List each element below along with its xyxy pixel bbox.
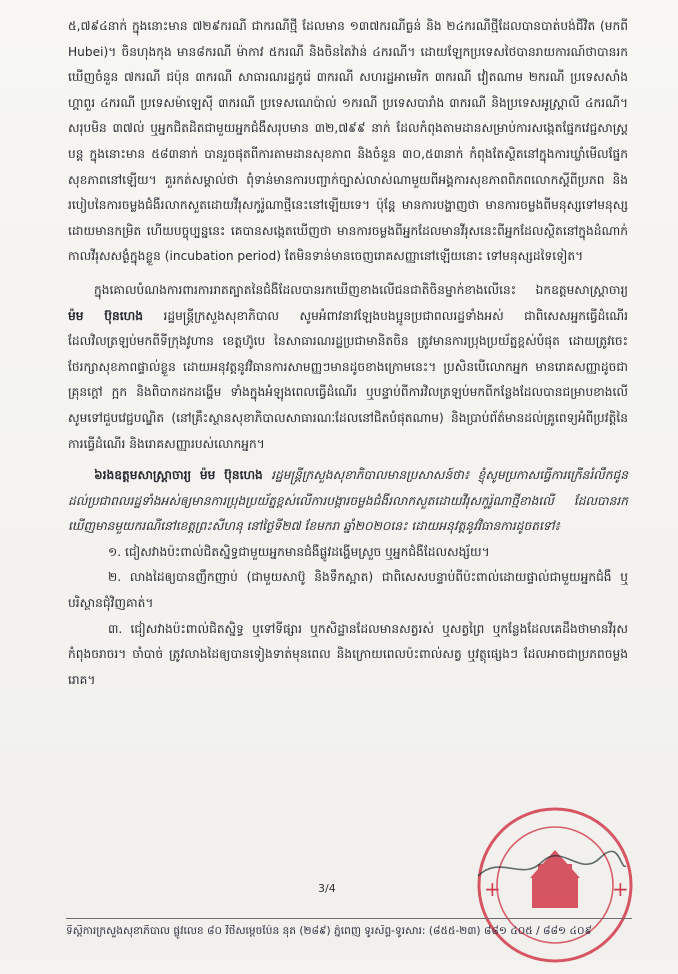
appeal-body: រដ្ឋមន្ត្រីក្រសួងសុខាភិបាល សូមអំពាវនាវឡែងបងប្អូនប្រជាពលរដ្ឋទាំងអស់ ជាពិសេសអ្នកធ្វើដំណើរដែលវិលត្រឡប់មកពីទីក្រុងវូហាន ខេត្តហ៊ូបេ នៃសាធារណរដ្ឋប្រជាមានិតចិន ត្រូវមានការប្រុងប្រយ័ត្នខ្ពស់បំផុត ដោយត្រូវចេះថែរក្សាសុខភាពផ្ទាល់ខ្លួន ដោយអនុវត្តនូវវិធានការសាមញ្ញៗមានដូចខាងក្រោមនេះ។ ប្រសិនបើលោកអ្នក មានរោគសញ្ញាដូចជា គ្រុនក្តៅ ក្អក និងពិបាកដកដង្ហើម ទាំងក្នុងអំឡុងពេលធ្វើដំណើរ ឬបន្ទាប់ពីការវិលត្រឡប់មកពីកន្លែងដែលបានជម្រាបខាងលើ សូមទៅជួបវេជ្ជបណ្ឌិត (នៅគ្រឹះស្ថានសុខាភិបាលសាធារណៈដែលនៅជិតបំផុតណាម) និងប្រាប់ព័ត៌មានដល់គ្រូពេទ្យអំពីប្រវត្តិនៃការធ្វើដំណើរ និងរោគសញ្ញារបស់លោកអ្នក។ xyxy=(68,308,628,451)
signature xyxy=(470,848,630,888)
footer-divider xyxy=(66,918,632,919)
document-body xyxy=(68,14,628,693)
svg-text:+: + xyxy=(612,877,629,901)
footer-address: ទីស្តីការក្រសួងសុខាភិបាល​ ផ្លូវលេខ ៨០ វិថីសម្តេចប៉ែន នុត (២៨៩) ភ្នំពេញ ទូរស័ព្ទ-ទូរសារ: (៨៥៥-២៣) ៨៨១ ៤០៥ / ៨៨១ ៤០៩ xyxy=(66,925,592,937)
paragraph-announcement xyxy=(68,463,628,540)
measure-item-1: ១. ជៀសវាងប៉ះពាល់ជិតស្និទ្ធជាមួយអ្នកមានជំងឺផ្លូវដង្ហើមស្រួច ឬអ្នកជំងឺដែលសង្ស័យ។ xyxy=(108,544,490,559)
minister-name: ម៉ម ប៊ុនហេង xyxy=(68,308,143,323)
measure-item-3: ៣. ជៀសវាងប៉ះពាល់ជិតស្និទ្ធ ឬទៅទីផ្សារ ឬកសិដ្ឋានដែលមានសត្វរស់ ឬសត្វព្រៃ ឬកន្លែងដែលគេដឹងថាមានវីរុសកំពុងចរាចរ។ ចាំបាច់ ត្រូវលាងដៃឲ្យបានទៀងទាត់មុនពេល និងក្រោយពេលប៉ះពាល់សត្វ ឬវត្ថុផ្សេងៗ ដែលអាចជាប្រភពចម្លងរោគ។ xyxy=(68,621,628,687)
announcement-body: រដ្ឋមន្ត្រីក្រសួងសុខាភិបាលមានប្រសាសន៍ថា៖ ខ្ញុំសូមប្រកាសធ្វើការក្រើនរំលឹកជូនដល់ប្រជាពលរដ្ឋទាំងអស់ឲ្យមានការប្រុងប្រយ័ត្នខ្ពស់លើការបង្ការចម្លងជំងឺរលាកសួតដោយវីរុសកូរ៉ូណាថ្មីខាងលើ ដែលបានរកឃើញមានមួយករណីនៅខេត្តព្រះសីហនុ នៅថ្ងៃទី២៧ ខែមករា ឆ្នាំ២០២០នេះ ដោយអនុវត្តនូវវិធានការដូចតទៅ៖ xyxy=(68,468,628,534)
announcement-lead: ៦រងឧត្តមសាស្ត្រាចារ្យ ម៉ម ប៊ុនហេង xyxy=(94,468,263,483)
paragraph-appeal xyxy=(68,278,628,457)
svg-text:+: + xyxy=(484,877,501,901)
page-number: 3/4 xyxy=(318,882,336,895)
appeal-intro: ក្នុងគោលបំណងការពារការរាតត្បាតនៃជំងឺដែលបានរកឃើញខាងលើជនជាតិចិនម្នាក់ខាងលើនេះ ឯកឧត្តមសាស្ត្រាចារ្យ xyxy=(94,282,628,297)
paragraph-statistics: ៥,៧៩៤នាក់ ក្នុងនោះមាន ៧២៩ករណី ជាករណីថ្មី ដែលមាន ១៣៧ករណីធ្ងន់ និង ២៤ករណីថ្មីដែលបានបាត់បង់ជីវិត (មកពី Hubei)។ ចិនហុងកុង មាន៨ករណី ម៉ាកាវ ៥ករណី និងចិនតៃវ៉ាន់ ៤ករណី។ ដោយឡែកប្រទេសថៃបានរាយការណ៍ថាបានរកឃើញចំនួន ៧ករណី ជប៉ុន ៣ករណី សាធារណរដ្ឋកូរ៉េ ៣ករណី សហរដ្ឋអាមេរិក ៣ករណី វៀតណាម ២ករណី ប្រទេសសាំងហ្គាពួរ ៤ករណី ប្រទេសម៉ាឡេស៊ី ៣ករណី ប្រទេសណេប៉ាល់ ១ករណី ប្រទេសបារាំង ៣ករណី និងប្រទេសអូស្ត្រាលី ៤ករណី។ សរុបមិន ៣៧ល់ ឬអ្នកជិតដិតជាមួយអ្នកជំងឺសរុបមាន ៣២,៧៩៩ នាក់ ដែលកំពុងតាមដានសម្រាប់ការសង្កេតផ្នែកវេជ្ជសាស្ត្របន្ត ក្នុងនោះមាន ៥៨៣នាក់ បានរួចផុតពីការតាមដានសុខភាព និងចំនួន ៣០,៥៣នាក់ កំពុងតែស្ថិតនៅក្នុងការឃ្លាំមើលផ្នែកសុខភាពនៅឡើយ។ គួរកត់សម្គាល់ថា ពុំទាន់មានការបញ្ជាក់ច្បាស់លាស់ណាមួយពីអង្គការសុខភាពពិភពលោកស្ដីពីប្រភព និងរបៀបនៃការចម្លងជំងឺរលាកសួតដោយវីរុសកូរ៉ូណាថ្មីនេះនៅឡើយទេ។ ប៉ុន្តែ មានការបង្ហាញថា មានការចម្លងពីមនុស្សទៅមនុស្សដោយមានកម្រិត ហើយបច្ចុប្បន្ននេះ គេបានសង្កេតឃើញថា មានការចម្លងពីអ្នកដែលមានវីរុសនេះពីអ្នកដែលស្ថិតនៅក្នុងដំណាក់កាលវីរុសសង្ងំក្នុងខ្លួន (incubation period) តែមិនទាន់មានចេញរោគសញ្ញានៅឡើយនោះ ទៅមនុស្សដទៃទៀត។ xyxy=(68,19,628,264)
measure-item-2: ២. លាងដៃឲ្យបានញឹកញាប់ (ជាមួយសាប៊ូ និងទឹកស្អាត) ជាពិសេសបន្ទាប់ពីប៉ះពាល់ដោយផ្ទាល់ជាមួយអ្នកជំងឺ ឬបរិស្ថានជុំវិញគាត់។ xyxy=(68,570,628,611)
